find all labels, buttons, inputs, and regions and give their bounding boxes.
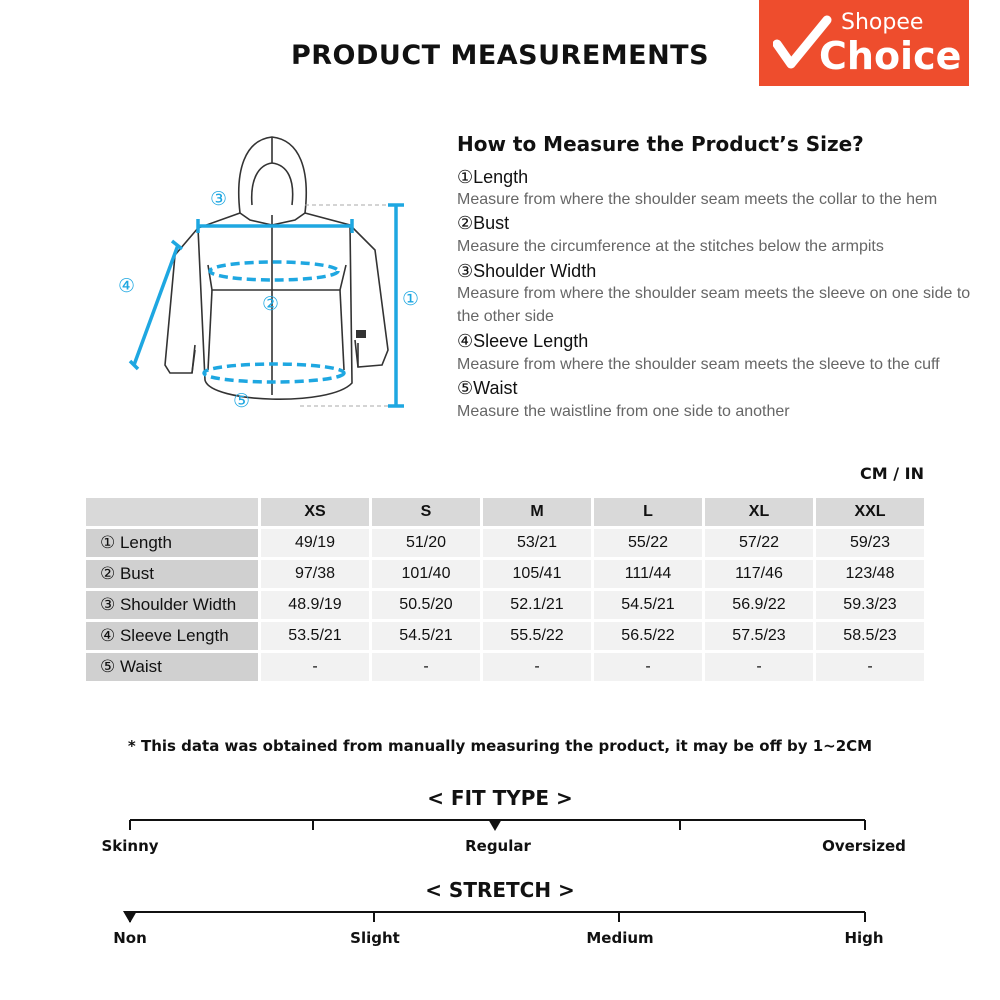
guide-lines: [300, 205, 395, 406]
table-cell: 55.5/22: [483, 622, 591, 650]
stretch-indicator-icon: [123, 911, 137, 923]
howto-desc-sleeve: Measure from where the shoulder seam meets the sleeve to the cuff: [457, 356, 940, 373]
size-table: [83, 495, 927, 684]
table-cell: -: [483, 653, 591, 681]
table-cell: 55/22: [594, 529, 702, 557]
stretch-label-slight: Slight: [350, 929, 400, 947]
table-row: [86, 653, 924, 681]
unit-label: CM / IN: [860, 464, 924, 483]
table-cell: 53/21: [483, 529, 591, 557]
stretch-scale: [120, 902, 880, 932]
howto-label-waist: ⑤Waist: [457, 378, 518, 398]
table-cell: 50.5/20: [372, 591, 480, 619]
size-header: XS: [261, 498, 369, 526]
row-label: ② Bust: [86, 560, 258, 588]
table-cell: 53.5/21: [261, 622, 369, 650]
size-header: M: [483, 498, 591, 526]
howto-title: How to Measure the Product’s Size?: [457, 132, 864, 156]
row-label: ③ Shoulder Width: [86, 591, 258, 619]
table-cell: 56.5/22: [594, 622, 702, 650]
logo-choice: Choice: [819, 34, 962, 78]
howto-label-bust: ②Bust: [457, 213, 510, 233]
table-cell: 52.1/21: [483, 591, 591, 619]
size-header: S: [372, 498, 480, 526]
table-cell: 105/41: [483, 560, 591, 588]
fit-type-scale: [120, 810, 880, 840]
marker-length: ①: [402, 288, 420, 310]
size-header: XL: [705, 498, 813, 526]
marker-waist: ⑤: [233, 390, 251, 412]
table-header-row: [86, 498, 924, 526]
howto-desc-length: Measure from where the shoulder seam meets the collar to the hem: [457, 191, 938, 208]
size-header: L: [594, 498, 702, 526]
row-label: ⑤ Waist: [86, 653, 258, 681]
waist-line: [204, 364, 344, 382]
row-label: ① Length: [86, 529, 258, 557]
table-row: [86, 529, 924, 557]
table-cell: -: [816, 653, 924, 681]
marker-sleeve: ④: [118, 275, 136, 297]
table-cell: -: [705, 653, 813, 681]
table-cell: 123/48: [816, 560, 924, 588]
size-header: XXL: [816, 498, 924, 526]
stretch-label-high: High: [844, 929, 884, 947]
bust-line: [210, 262, 338, 280]
table-cell: -: [261, 653, 369, 681]
stretch-title: < STRETCH >: [425, 878, 575, 902]
jacket-outline: [165, 137, 388, 399]
stretch-label-non: Non: [113, 929, 147, 947]
table-cell: 101/40: [372, 560, 480, 588]
table-cell: -: [372, 653, 480, 681]
table-cell: 57.5/23: [705, 622, 813, 650]
table-cell: 48.9/19: [261, 591, 369, 619]
table-cell: 111/44: [594, 560, 702, 588]
table-cell: 117/46: [705, 560, 813, 588]
fit-type-indicator-icon: [488, 819, 502, 831]
table-cell: 97/38: [261, 560, 369, 588]
stretch-label-medium: Medium: [586, 929, 654, 947]
table-row: [86, 560, 924, 588]
table-cell: -: [594, 653, 702, 681]
table-corner: [86, 498, 258, 526]
table-cell: 57/22: [705, 529, 813, 557]
fit-type-title: < FIT TYPE >: [427, 786, 573, 810]
table-cell: 58.5/23: [816, 622, 924, 650]
howto-desc-waist: Measure the waistline from one side to another: [457, 403, 790, 420]
fit-label-skinny: Skinny: [101, 837, 159, 855]
logo-brand: Shopee: [841, 10, 924, 35]
table-row: [86, 591, 924, 619]
table-cell: 56.9/22: [705, 591, 813, 619]
marker-bust: ②: [262, 293, 280, 315]
howto-label-length: ①Length: [457, 167, 529, 187]
page-title: PRODUCT MEASUREMENTS: [290, 40, 710, 71]
howto-label-sleeve: ④Sleeve Length: [457, 331, 589, 351]
table-cell: 54.5/21: [372, 622, 480, 650]
marker-shoulder: ③: [210, 188, 228, 210]
fit-label-oversized: Oversized: [822, 837, 906, 855]
howto-desc-shoulder: Measure from where the shoulder seam meets the sleeve on one side to the other side: [457, 285, 971, 325]
fit-label-regular: Regular: [465, 837, 531, 855]
table-cell: 59.3/23: [816, 591, 924, 619]
table-cell: 49/19: [261, 529, 369, 557]
howto-desc-bust: Measure the circumference at the stitches below the armpits: [457, 238, 884, 255]
jacket-measurement-diagram: [100, 125, 445, 420]
row-label: ④ Sleeve Length: [86, 622, 258, 650]
table-cell: 51/20: [372, 529, 480, 557]
measurement-note: * This data was obtained from manually measuring the product, it may be off by 1~2CM: [127, 737, 873, 755]
table-cell: 59/23: [816, 529, 924, 557]
howto-label-shoulder: ③Shoulder Width: [457, 261, 597, 281]
shopee-choice-logo: [759, 0, 969, 86]
table-row: [86, 622, 924, 650]
diagram-markers: [118, 188, 419, 412]
sleeve-line: [134, 245, 178, 365]
table-cell: 54.5/21: [594, 591, 702, 619]
